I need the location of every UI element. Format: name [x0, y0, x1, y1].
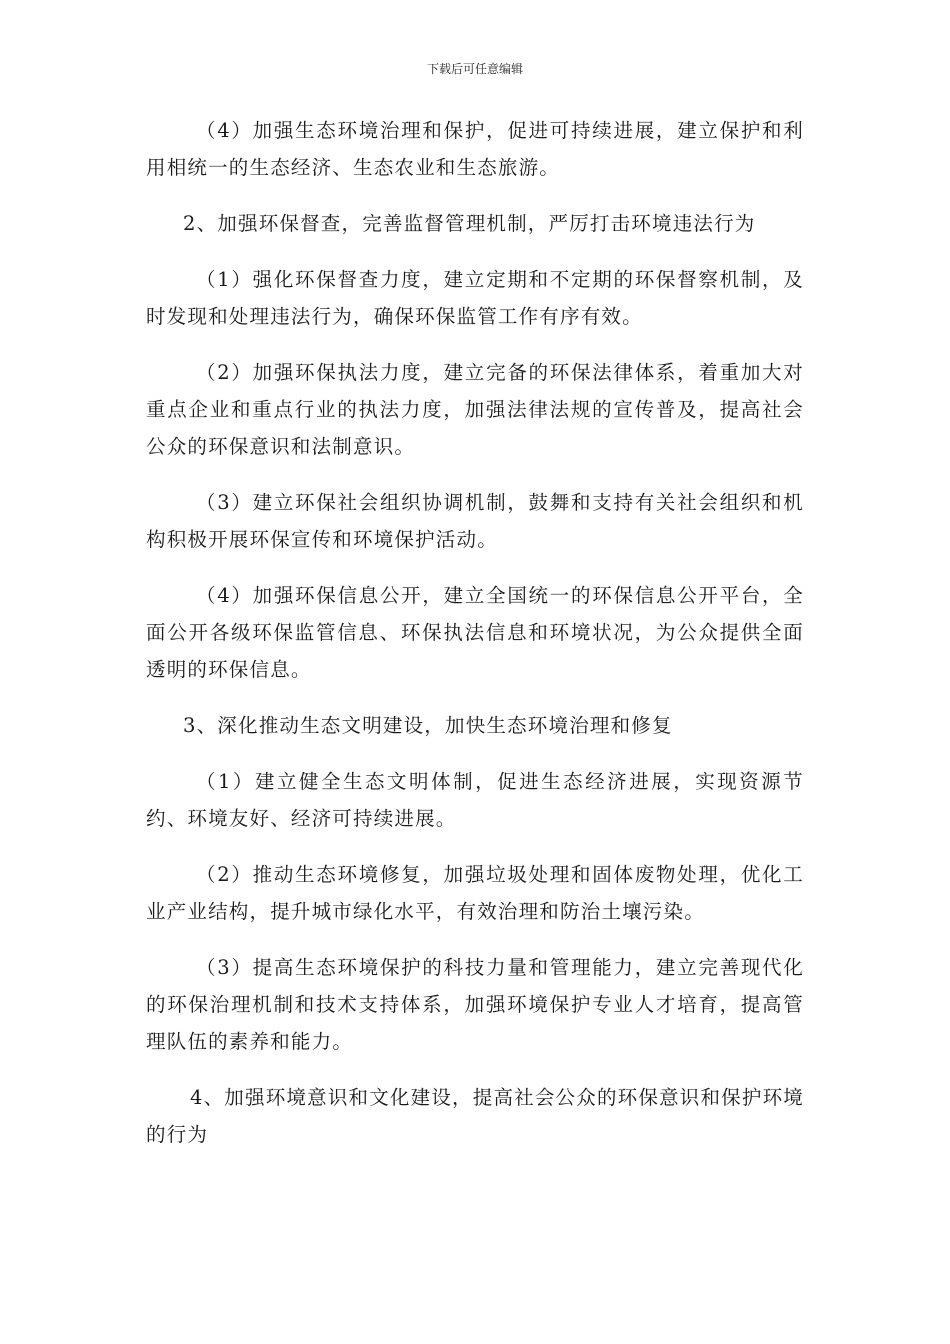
paragraph-4-information-disclosure: （4）加强环保信息公开，建立全国统一的环保信息公开平台，全面公开各级环保监管信息、环保执法信息和环境状况，为公众提供全面透明的环保信息。	[146, 584, 804, 681]
paragraph-4-ecological-protection: （4）加强生态环境治理和保护，促进可持续进展，建立保护和利用相统一的生态经济、生态农业和生态旅游。	[146, 119, 804, 179]
paragraph-3-technology-capacity: （3）提高生态环境保护的科技力量和管理能力，建立完善现代化的环保治理机制和技术支持体系，加强环境保护专业人才培育，提高管理队伍的素养和能力。	[146, 956, 804, 1053]
document-body	[146, 112, 804, 1172]
paragraph-1-ecological-system: （1）建立健全生态文明体制，促进生态经济进展，实现资源节约、环境友好、经济可持续进展。	[146, 770, 804, 830]
section-heading-4: 4、加强环境意识和文化建设，提高社会公众的环保意识和保护环境的行为	[146, 1086, 804, 1146]
paragraph-3-social-organizations: （3）建立环保社会组织协调机制，鼓舞和支持有关社会组织和机构积极开展环保宣传和环境保护活动。	[146, 491, 804, 551]
paragraph-1-supervision: （1）强化环保督查力度，建立定期和不定期的环保督察机制，及时发现和处理违法行为，确保环保监管工作有序有效。	[146, 268, 804, 328]
section-heading-2: 2、加强环保督查，完善监督管理机制，严厉打击环境违法行为	[183, 212, 756, 235]
paragraph-2-enforcement: （2）加强环保执法力度，建立完备的环保法律体系，着重加大对重点企业和重点行业的执法力度，加强法律法规的宣传普及，提高社会公众的环保意识和法制意识。	[146, 361, 804, 458]
section-heading-3: 3、深化推动生态文明建设，加快生态环境治理和修复	[183, 714, 673, 737]
paragraph-2-environment-restoration: （2）推动生态环境修复，加强垃圾处理和固体废物处理，优化工业产业结构，提升城市绿化水平，有效治理和防治土壤污染。	[146, 863, 804, 923]
page-header: 下载后可任意编辑	[426, 62, 523, 76]
